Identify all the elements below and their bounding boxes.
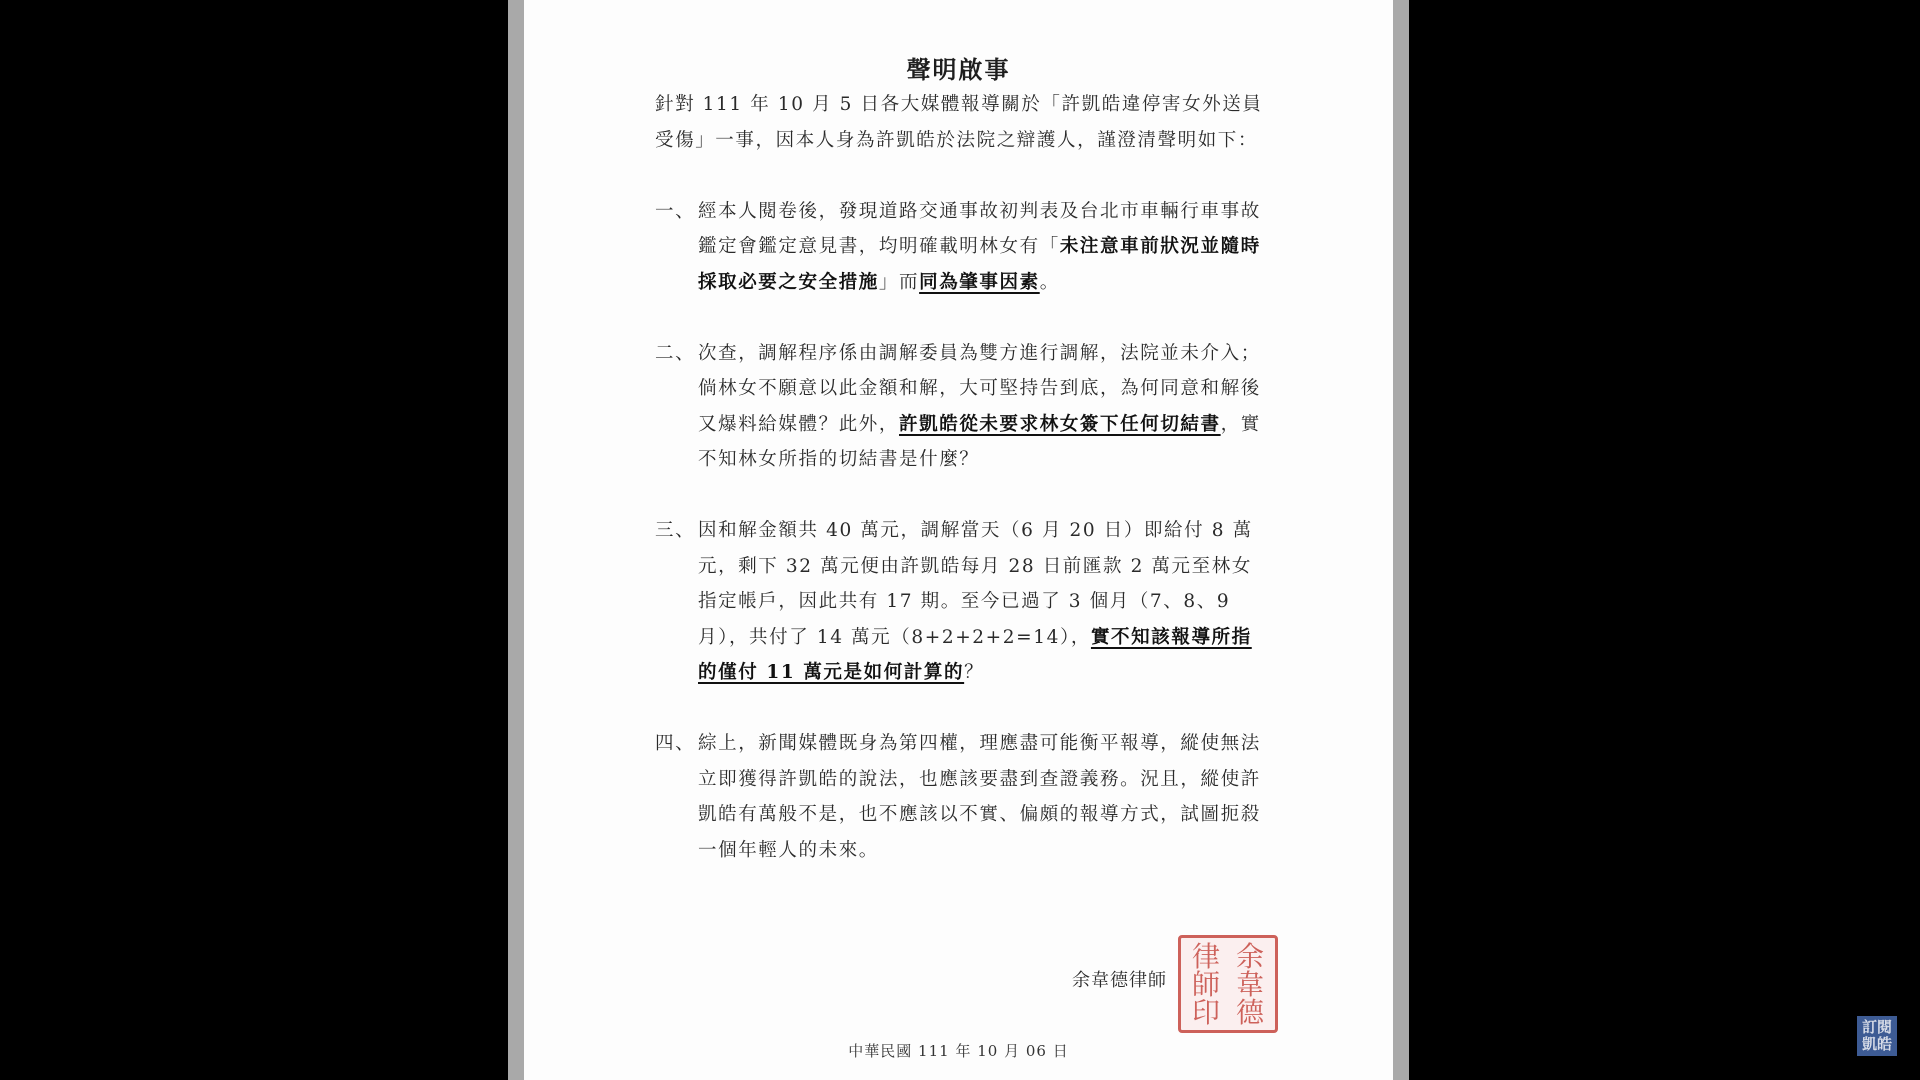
item-text: 經本人閱卷後，發現道路交通事故初判表及台北市車輛行車事故鑑定會鑑定意見書，均明確載明林女有「 bbox=[698, 200, 1261, 257]
item-number: 四、 bbox=[655, 733, 696, 754]
seal-glyph: 余 bbox=[1235, 942, 1264, 970]
intro-paragraph: 針對 111 年 10 月 5 日各大媒體報導關於「許凱皓違停害女外送員受傷」一事，因本人身為許凱皓於法院之辯護人，謹澄清聲明如下： bbox=[655, 94, 1263, 151]
statement-item-2 bbox=[655, 336, 1265, 478]
document-page bbox=[524, 0, 1393, 1080]
statement-item-4 bbox=[655, 726, 1265, 868]
badge-line-2: 凱皓 bbox=[1861, 1035, 1892, 1053]
document-date: 中華民國 111 年 10 月 06 日 bbox=[848, 1042, 1069, 1060]
item-text: 綜上，新聞媒體既身為第四權，理應盡可能衡平報導，縱使無法立即獲得許凱皓的說法，也應該要盡到查證義務。況且，縱使許凱皓有萬般不是，也不應該以不實、偏頗的報導方式，試圖扼殺一個年輕人的未來。 bbox=[698, 733, 1261, 861]
item-text-emphasis: 實不知該報導所指的僅付 11 萬元是如何計算的 bbox=[698, 626, 1252, 683]
item-text: ？ bbox=[964, 662, 985, 683]
seal-glyph: 韋 bbox=[1235, 970, 1264, 998]
item-text: 。 bbox=[1039, 271, 1060, 293]
item-text: ，實不知林女所指的切結書是什麼？ bbox=[698, 413, 1261, 470]
statement-item-1 bbox=[655, 194, 1265, 301]
item-number: 二、 bbox=[655, 342, 696, 364]
seal-glyph: 印 bbox=[1191, 998, 1220, 1026]
seal-glyph: 德 bbox=[1235, 998, 1264, 1026]
item-number: 三、 bbox=[655, 520, 696, 541]
signature-name: 余韋德律師 bbox=[1072, 970, 1167, 991]
item-text-bold: 未注意車前狀況並隨時採取必要之安全措施 bbox=[698, 236, 1261, 293]
item-text: 」而 bbox=[878, 271, 920, 293]
item-text: 次查，調解程序係由調解委員為雙方進行調解，法院並未介入；倘林女不願意以此金額和解，大可堅持告到底，為何同意和解後又爆料給媒體？此外， bbox=[698, 342, 1261, 435]
document-title: 聲明啟事 bbox=[906, 55, 1011, 84]
subscribe-channel-badge[interactable] bbox=[1857, 1016, 1897, 1056]
item-number: 一、 bbox=[655, 200, 696, 222]
seal-stamp-icon bbox=[1178, 935, 1278, 1033]
seal-glyph: 師 bbox=[1191, 970, 1220, 998]
seal-right-column bbox=[1229, 942, 1271, 1026]
seal-left-column bbox=[1185, 942, 1227, 1026]
item-text-emphasis: 許凱皓從未要求林女簽下任何切結書 bbox=[899, 413, 1221, 435]
document-body bbox=[655, 87, 1265, 868]
item-text: 因和解金額共 40 萬元，調解當天（6 月 20 日）即給付 8 萬元，剩下 32 萬元便由許凱皓每月 28 日前匯款 2 萬元至林女指定帳戶，因此共有 17 期。至今已過了 3 個月（7、8、9 月），共付了 14 萬元（8+2+2+2=14）， bbox=[698, 520, 1253, 648]
badge-line-1: 訂閱 bbox=[1861, 1018, 1892, 1036]
item-text-emphasis: 同為肇事因素 bbox=[919, 271, 1040, 293]
seal-glyph: 律 bbox=[1191, 942, 1220, 970]
statement-item-3 bbox=[655, 513, 1265, 691]
